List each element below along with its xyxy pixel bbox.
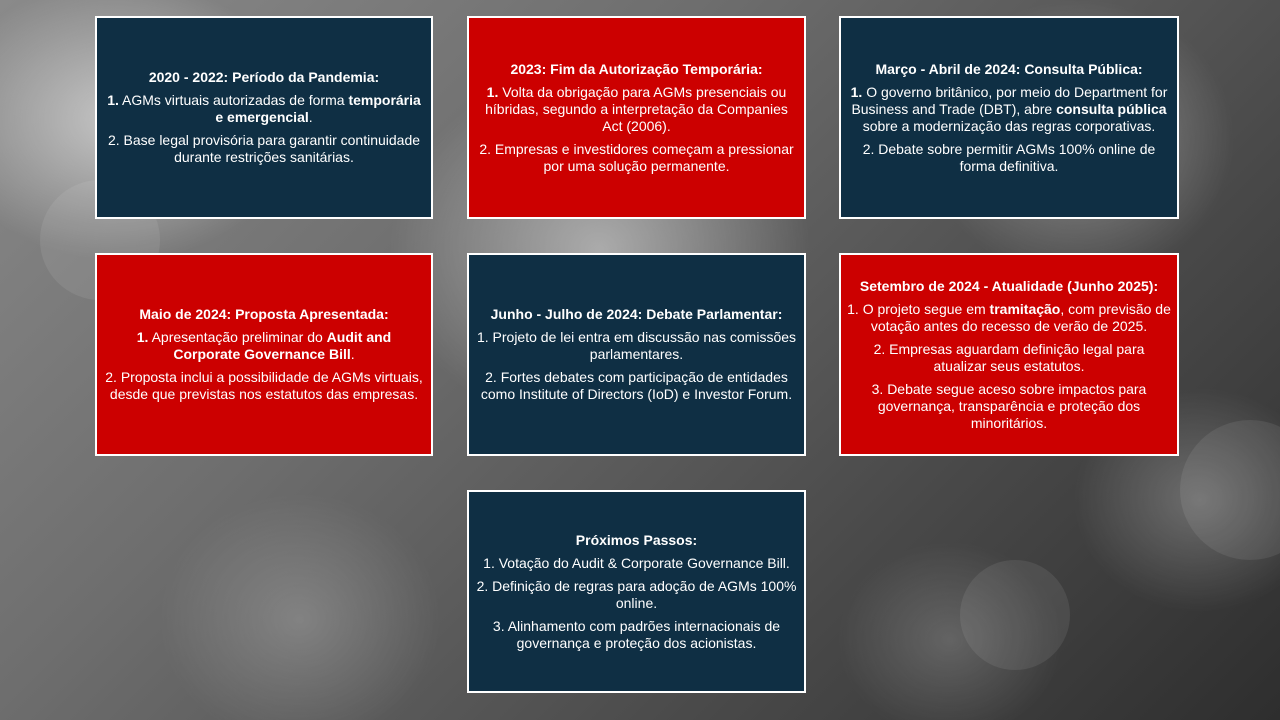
item-highlight: consulta pública	[1056, 100, 1167, 117]
item-text: Apresentação preliminar do	[148, 329, 327, 345]
card-item	[847, 84, 1171, 135]
card-item: 2. Proposta inclui a possibilidade de AGMs virtuais, desde que previstas nos estatutos das empresas.	[105, 369, 423, 402]
card-item	[103, 92, 425, 126]
item-text: O governo britânico, por meio do Department for Business and Trade (DBT), abre	[851, 83, 1168, 117]
item-text: 1. O projeto segue em	[847, 300, 990, 317]
card-title: Setembro de 2024 - Atualidade (Junho 2025):	[859, 277, 1159, 294]
item-text: Volta da obrigação para AGMs presenciais ou híbridas, segundo a interpretação da Companies Act (2006).	[485, 83, 788, 134]
card-item: 3. Debate segue aceso sobre impactos para governança, transparência e proteção dos minoritários.	[871, 380, 1147, 431]
card-item: 2. Empresas aguardam definição legal para atualizar seus estatutos.	[873, 340, 1145, 374]
card-title: Junho - Julho de 2024: Debate Parlamentar:	[490, 306, 783, 322]
card-item: 2. Fortes debates com participação de entidades como Institute of Directors (IoD) e Investor Forum.	[480, 369, 793, 402]
item-text: AGMs virtuais autorizadas de forma	[118, 92, 349, 108]
item-text-end: sobre a modernização das regras corporativas.	[862, 117, 1156, 134]
card-title: 2023: Fim da Autorização Temporária:	[510, 60, 763, 77]
item-number: 1.	[136, 329, 149, 345]
card-title: Março - Abril de 2024: Consulta Pública:	[875, 60, 1143, 77]
item-number: 1.	[486, 83, 499, 100]
timeline-card-fim-autorizacao	[467, 16, 806, 219]
timeline-card-proposta-apresentada	[95, 253, 433, 456]
card-item	[475, 84, 798, 135]
item-number: 1.	[107, 92, 119, 108]
item-text-end: .	[350, 346, 355, 362]
item-highlight: temporária e emergencial	[215, 92, 421, 125]
item-number: 1.	[850, 83, 863, 100]
timeline-card-pandemia	[95, 16, 433, 219]
item-text-end: , com previsão de votação antes do recesso de verão de 2025.	[870, 300, 1171, 334]
background-bokeh	[1180, 420, 1280, 560]
card-item: 2. Base legal provisória para garantir continuidade durante restrições sanitárias.	[107, 132, 421, 165]
card-title: Próximos Passos:	[575, 531, 698, 548]
item-text-end: .	[308, 109, 313, 125]
card-item: 2. Debate sobre permitir AGMs 100% online de forma definitiva.	[862, 140, 1156, 174]
card-item: 1. Votação do Audit & Corporate Governance Bill.	[483, 554, 790, 571]
card-item: 2. Definição de regras para adoção de AGMs 100% online.	[476, 577, 797, 611]
card-item: 3. Alinhamento com padrões internacionais de governança e proteção dos acionistas.	[492, 617, 781, 651]
timeline-card-proximos-passos	[467, 490, 806, 693]
background-bokeh	[960, 560, 1070, 670]
item-highlight: tramitação	[989, 300, 1061, 317]
card-item	[103, 329, 425, 363]
item-highlight: Audit and Corporate Governance Bill	[173, 329, 392, 362]
card-item	[847, 301, 1171, 335]
card-title: Maio de 2024: Proposta Apresentada:	[139, 306, 389, 322]
card-title: 2020 - 2022: Período da Pandemia:	[148, 69, 380, 85]
timeline-card-consulta-publica	[839, 16, 1179, 219]
card-item: 2. Empresas e investidores começam a pressionar por uma solução permanente.	[479, 140, 794, 174]
card-item: 1. Projeto de lei entra em discussão nas comissões parlamentares.	[476, 329, 797, 362]
timeline-card-atualidade	[839, 253, 1179, 456]
timeline-card-debate-parlamentar	[467, 253, 806, 456]
